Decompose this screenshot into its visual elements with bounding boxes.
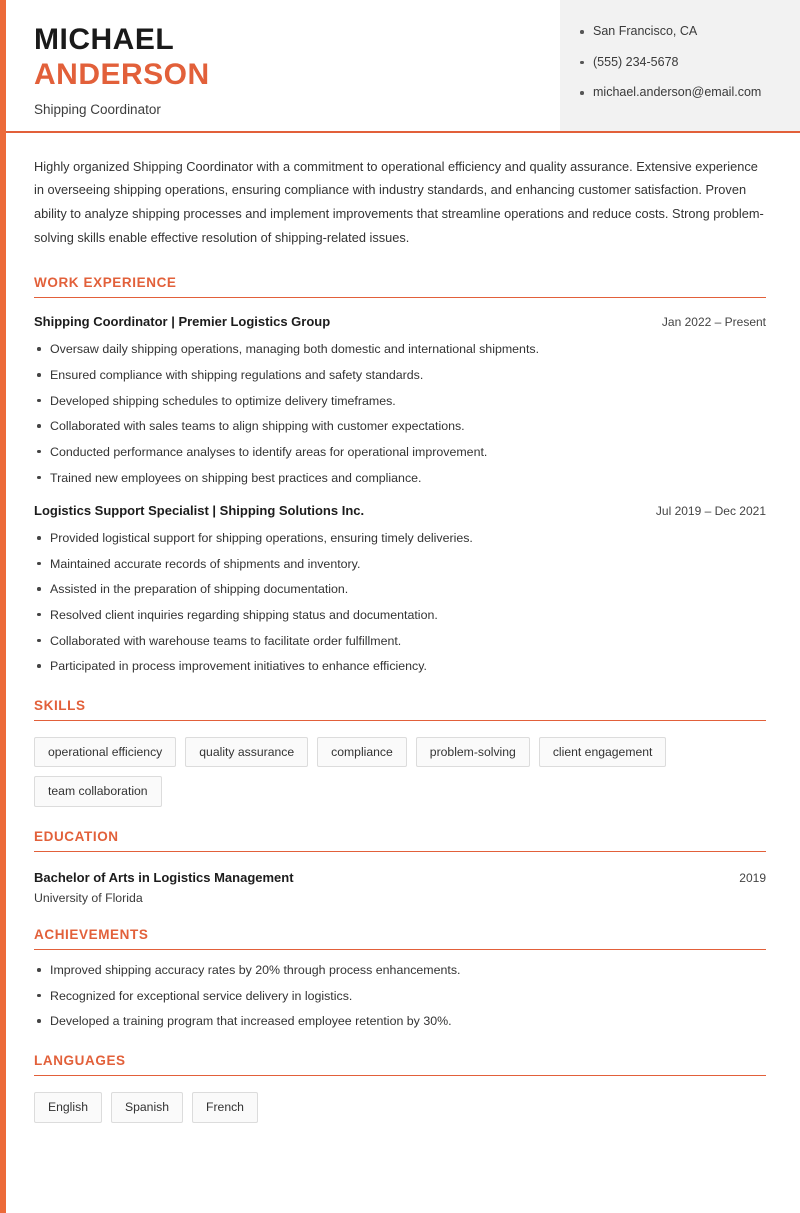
list-item: Maintained accurate records of shipments and inventory.	[34, 555, 766, 574]
header-identity	[0, 0, 560, 131]
list-item: Provided logistical support for shipping operations, ensuring timely deliveries.	[34, 529, 766, 548]
skill-tag: problem-solving	[416, 737, 530, 768]
list-item: Participated in process improvement initiatives to enhance efficiency.	[34, 657, 766, 676]
contact-panel	[560, 0, 800, 131]
experience-bullets	[34, 340, 766, 487]
section-title-work-experience: WORK EXPERIENCE	[34, 275, 766, 298]
experience-entry-header	[34, 314, 766, 329]
experience-date: Jul 2019 – Dec 2021	[655, 504, 766, 519]
section-title-education: EDUCATION	[34, 829, 766, 852]
experience-entry-header	[34, 503, 766, 518]
last-name: ANDERSON	[34, 58, 210, 92]
achievements-list	[34, 961, 766, 1031]
skill-tag: operational efficiency	[34, 737, 176, 768]
contact-list	[580, 24, 786, 101]
contact-location: San Francisco, CA	[580, 24, 786, 40]
list-item: Developed shipping schedules to optimize delivery timeframes.	[34, 392, 766, 411]
section-work-experience	[34, 275, 766, 675]
education-entry	[34, 870, 766, 905]
skill-tag: quality assurance	[185, 737, 308, 768]
section-title-skills: SKILLS	[34, 698, 766, 721]
list-item: Assisted in the preparation of shipping documentation.	[34, 580, 766, 599]
skills-tag-list	[34, 737, 766, 807]
list-item: Developed a training program that increased employee retention by 30%.	[34, 1012, 766, 1031]
experience-entry	[34, 314, 766, 487]
list-item: Collaborated with warehouse teams to facilitate order fulfillment.	[34, 632, 766, 651]
language-tag: English	[34, 1092, 102, 1123]
resume-header	[0, 0, 800, 133]
section-skills	[34, 698, 766, 807]
skill-tag: compliance	[317, 737, 407, 768]
contact-email: michael.anderson@email.com	[580, 85, 786, 101]
education-year: 2019	[739, 871, 766, 886]
education-institution: University of Florida	[34, 891, 143, 906]
section-title-languages: LANGUAGES	[34, 1053, 766, 1076]
list-item: Trained new employees on shipping best practices and compliance.	[34, 469, 766, 488]
list-item: Conducted performance analyses to identify areas for operational improvement.	[34, 443, 766, 462]
language-tag: Spanish	[111, 1092, 183, 1123]
list-item: Recognized for exceptional service delivery in logistics.	[34, 987, 766, 1006]
language-tag: French	[192, 1092, 258, 1123]
experience-title: Logistics Support Specialist | Shipping Solutions Inc.	[34, 503, 365, 519]
bottom-spacer	[34, 1123, 766, 1213]
section-languages	[34, 1053, 766, 1123]
list-item: Improved shipping accuracy rates by 20% through process enhancements.	[34, 961, 766, 980]
section-education	[34, 829, 766, 905]
list-item: Resolved client inquiries regarding shipping status and documentation.	[34, 606, 766, 625]
education-degree: Bachelor of Arts in Logistics Management	[34, 870, 294, 886]
job-title: Shipping Coordinator	[34, 101, 161, 117]
list-item: Ensured compliance with shipping regulations and safety standards.	[34, 366, 766, 385]
experience-bullets	[34, 529, 766, 676]
section-achievements	[34, 927, 766, 1031]
left-accent-bar	[0, 0, 6, 1213]
list-item: Collaborated with sales teams to align shipping with customer expectations.	[34, 417, 766, 436]
skill-tag: client engagement	[539, 737, 667, 768]
skill-tag: team collaboration	[34, 776, 162, 807]
experience-title: Shipping Coordinator | Premier Logistics Group	[34, 314, 331, 330]
professional-summary: Highly organized Shipping Coordinator with a commitment to operational efficiency and quality assurance. Extensive experience in overseeing shipping operations, ensuring compliance with industry standards, and enhancing customer satisfaction. Proven ability to analyze shipping processes and implement improvements that streamline operations and reduce costs. Strong problem-solving skills enable effective resolution of shipping-related issues.	[34, 158, 764, 245]
contact-phone: (555) 234-5678	[580, 55, 786, 71]
languages-tag-list	[34, 1092, 766, 1123]
section-title-achievements: ACHIEVEMENTS	[34, 927, 766, 950]
experience-date: Jan 2022 – Present	[661, 315, 766, 330]
first-name: MICHAEL	[34, 23, 175, 56]
experience-entry	[34, 503, 766, 676]
resume-body	[0, 133, 800, 1213]
education-entry-header	[34, 870, 766, 885]
list-item: Oversaw daily shipping operations, managing both domestic and international shipments.	[34, 340, 766, 359]
